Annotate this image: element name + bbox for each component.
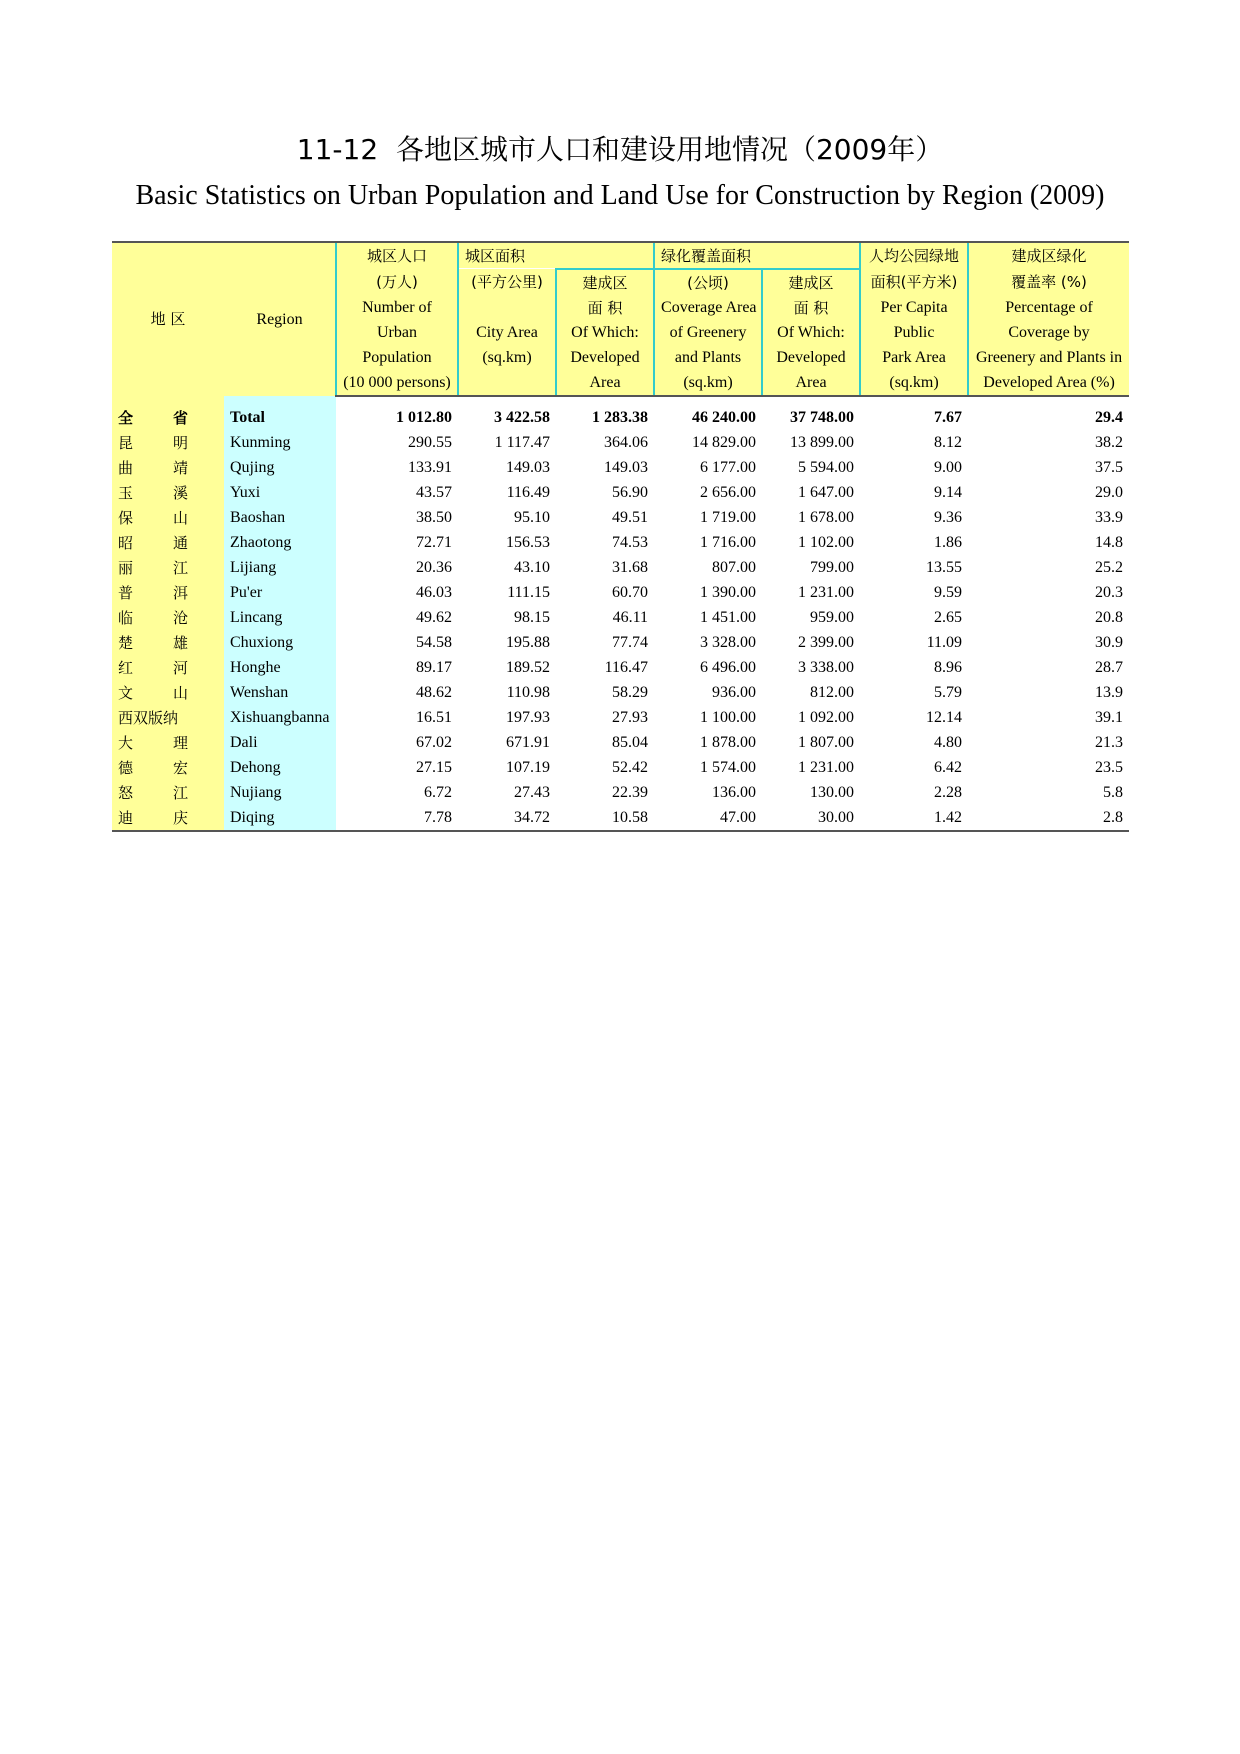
header-pct-en2: Coverage by xyxy=(968,320,1129,345)
cell-dev: 27.93 xyxy=(612,708,649,726)
cell-green: 1 719.00 xyxy=(700,508,757,526)
cell-pct: 5.8 xyxy=(1103,783,1124,801)
header-green-dev-en2: Developed xyxy=(762,345,860,370)
region-name-zh: 昭 通 xyxy=(112,530,224,555)
cell-area: 156.53 xyxy=(506,533,550,551)
statistics-table xyxy=(112,241,1129,832)
header-park: 人均公园绿地 xyxy=(860,242,968,269)
table-row xyxy=(112,805,1129,831)
cell-gdev: 1 807.00 xyxy=(798,733,855,751)
cell-park: 12.14 xyxy=(926,708,963,726)
cell-dev: 52.42 xyxy=(612,758,649,776)
cell-area: 110.98 xyxy=(506,683,550,701)
cell-pop: 46.03 xyxy=(416,583,452,601)
region-name-en: Yuxi xyxy=(224,480,336,505)
cell-pop: 67.02 xyxy=(416,733,452,751)
cell-dev: 74.53 xyxy=(612,533,649,551)
cell-dev: 46.11 xyxy=(612,608,649,626)
cell-dev: 22.39 xyxy=(612,783,649,801)
cell-park: 1.42 xyxy=(860,805,968,831)
cell-area: 95.10 xyxy=(514,508,550,526)
header-green-dev-en1: Of Which: xyxy=(762,320,860,345)
region-name-zh: 迪 庆 xyxy=(112,805,224,831)
region-name-en: Pu'er xyxy=(224,580,336,605)
cell-pct: 29.0 xyxy=(1095,483,1124,501)
cell-area: 27.43 xyxy=(514,783,550,801)
table-row xyxy=(112,405,1129,430)
table-row xyxy=(112,530,1129,555)
cell-pop: 38.50 xyxy=(416,508,452,526)
cell-pct: 38.2 xyxy=(1095,433,1124,451)
header-green-dev: 建成区 xyxy=(762,269,860,295)
header-city-dev-en3: Area xyxy=(556,370,654,396)
cell-pop: 20.36 xyxy=(416,558,452,576)
cell-pop: 6.72 xyxy=(424,783,452,801)
header-green-en2: of Greenery xyxy=(654,320,762,345)
cell-dev: 10.58 xyxy=(556,805,654,831)
cell-park: 9.36 xyxy=(934,508,963,526)
table-row xyxy=(112,555,1129,580)
header-city-area-en-unit: (sq.km) xyxy=(458,345,556,370)
region-name-zh: 楚 雄 xyxy=(112,630,224,655)
cell-dev: 60.70 xyxy=(612,583,649,601)
header-pop-en2: Urban xyxy=(336,320,458,345)
region-name-zh: 临 沧 xyxy=(112,605,224,630)
region-name-zh: 昆 明 xyxy=(112,430,224,455)
region-name-en: Kunming xyxy=(224,430,336,455)
cell-park: 9.59 xyxy=(934,583,963,601)
cell-pop: 49.62 xyxy=(416,608,452,626)
cell-area: 34.72 xyxy=(458,805,556,831)
cell-park: 8.12 xyxy=(934,433,963,451)
cell-dev: 49.51 xyxy=(612,508,649,526)
region-name-zh: 红 河 xyxy=(112,655,224,680)
cell-area: 116.49 xyxy=(506,483,550,501)
cell-park: 9.14 xyxy=(934,483,963,501)
region-name-en: Diqing xyxy=(224,805,336,831)
table-row xyxy=(112,580,1129,605)
region-name-en: Dali xyxy=(224,730,336,755)
region-name-en: Chuxiong xyxy=(224,630,336,655)
cell-park: 1.86 xyxy=(934,533,963,551)
page-title-chinese xyxy=(0,128,1240,168)
cell-area: 189.52 xyxy=(506,658,550,676)
cell-green: 1 716.00 xyxy=(700,533,757,551)
cell-dev: 56.90 xyxy=(612,483,649,501)
region-name-en: Zhaotong xyxy=(224,530,336,555)
cell-green: 807.00 xyxy=(712,558,757,576)
table-row xyxy=(112,455,1129,480)
cell-gdev: 799.00 xyxy=(810,558,855,576)
cell-pop: 7.78 xyxy=(336,805,458,831)
header-city-area: 城区面积 xyxy=(458,242,654,269)
cell-pct: 23.5 xyxy=(1095,758,1124,776)
region-name-zh: 西双版纳 xyxy=(112,705,224,730)
header-park-en3: Park Area xyxy=(860,345,968,370)
cell-gdev: 13 899.00 xyxy=(790,433,855,451)
header-pop-en1: Number of xyxy=(336,295,458,320)
header-pop-en4: (10 000 persons) xyxy=(336,370,458,396)
cell-pop: 290.55 xyxy=(408,433,452,451)
page-title-english: Basic Statistics on Urban Population and Land Use for Construction by Region (2009) xyxy=(135,180,1105,211)
header-city-area-en: City Area xyxy=(458,320,556,345)
cell-park: 2.65 xyxy=(934,608,963,626)
table-number: 11-12 xyxy=(296,133,379,166)
header-green-dev-2: 面 积 xyxy=(762,295,860,320)
cell-pct: 28.7 xyxy=(1095,658,1124,676)
header-park-en1: Per Capita xyxy=(860,295,968,320)
cell-green: 2 656.00 xyxy=(700,483,757,501)
header-park-en4: (sq.km) xyxy=(860,370,968,396)
header-region-zh: 地 区 xyxy=(112,242,224,396)
header-green: 绿化覆盖面积 xyxy=(654,242,860,269)
cell-green: 1 100.00 xyxy=(700,708,757,726)
table-row xyxy=(112,780,1129,805)
header-green-unit: (公顷) xyxy=(654,269,762,295)
table-row xyxy=(112,680,1129,705)
cell-dev: 364.06 xyxy=(604,433,649,451)
cell-dev: 149.03 xyxy=(604,458,649,476)
header-city-dev-en1: Of Which: xyxy=(556,320,654,345)
cell-green: 1 390.00 xyxy=(700,583,757,601)
table-row xyxy=(112,705,1129,730)
header-city-dev-2: 面 积 xyxy=(556,295,654,320)
region-name-zh: 保 山 xyxy=(112,505,224,530)
cell-pop: 16.51 xyxy=(416,708,452,726)
cell-dev: 77.74 xyxy=(612,633,649,651)
table-body xyxy=(112,396,1129,831)
region-name-en: Lincang xyxy=(224,605,336,630)
header-blank xyxy=(458,370,556,396)
header-city-dev: 建成区 xyxy=(556,269,654,295)
table-row xyxy=(112,505,1129,530)
cell-pct: 37.5 xyxy=(1095,458,1124,476)
cell-green: 1 878.00 xyxy=(700,733,757,751)
header-region-en: Region xyxy=(224,242,336,396)
cell-pop: 72.71 xyxy=(416,533,452,551)
cell-gdev: 30.00 xyxy=(762,805,860,831)
cell-park: 8.96 xyxy=(934,658,963,676)
cell-pct: 30.9 xyxy=(1095,633,1124,651)
cell-area: 3 422.58 xyxy=(494,408,550,426)
cell-park: 11.09 xyxy=(926,633,963,651)
header-city-dev-en2: Developed xyxy=(556,345,654,370)
table-row xyxy=(112,630,1129,655)
region-name-zh: 曲 靖 xyxy=(112,455,224,480)
region-name-en: Dehong xyxy=(224,755,336,780)
header-green-en3: and Plants xyxy=(654,345,762,370)
cell-gdev: 812.00 xyxy=(810,683,855,701)
cell-pct: 13.9 xyxy=(1095,683,1124,701)
cell-dev: 85.04 xyxy=(612,733,649,751)
cell-green: 3 328.00 xyxy=(700,633,757,651)
cell-pop: 43.57 xyxy=(416,483,452,501)
cell-pop: 27.15 xyxy=(416,758,452,776)
cell-pct: 25.2 xyxy=(1095,558,1124,576)
cell-dev: 58.29 xyxy=(612,683,649,701)
cell-area: 671.91 xyxy=(506,733,550,751)
cell-gdev: 1 092.00 xyxy=(798,708,855,726)
cell-dev: 31.68 xyxy=(612,558,649,576)
cell-park: 4.80 xyxy=(934,733,963,751)
table-row xyxy=(112,605,1129,630)
cell-park: 7.67 xyxy=(934,408,963,426)
header-park-en2: Public xyxy=(860,320,968,345)
cell-gdev: 2 399.00 xyxy=(798,633,855,651)
region-name-en: Honghe xyxy=(224,655,336,680)
header-city-area-unit: (平方公里) xyxy=(458,269,556,295)
region-name-zh: 文 山 xyxy=(112,680,224,705)
region-name-en: Qujing xyxy=(224,455,336,480)
cell-gdev: 1 102.00 xyxy=(798,533,855,551)
region-name-en: Wenshan xyxy=(224,680,336,705)
cell-gdev: 37 748.00 xyxy=(790,408,855,426)
region-name-zh: 普 洱 xyxy=(112,580,224,605)
cell-park: 13.55 xyxy=(926,558,963,576)
cell-gdev: 1 678.00 xyxy=(798,508,855,526)
cell-park: 6.42 xyxy=(934,758,963,776)
header-pop-en3: Population xyxy=(336,345,458,370)
cell-park: 2.28 xyxy=(934,783,963,801)
region-name-zh: 德 宏 xyxy=(112,755,224,780)
spacer-row xyxy=(112,396,1129,405)
region-name-zh: 丽 江 xyxy=(112,555,224,580)
region-name-en: Baoshan xyxy=(224,505,336,530)
cell-gdev: 1 647.00 xyxy=(798,483,855,501)
header-pct-unit: 覆盖率 (%) xyxy=(968,269,1129,295)
cell-dev: 1 283.38 xyxy=(592,408,649,426)
cell-green: 936.00 xyxy=(712,683,757,701)
cell-green: 47.00 xyxy=(654,805,762,831)
cell-area: 43.10 xyxy=(514,558,550,576)
title-chinese-text: 各地区城市人口和建设用地情况（2009年） xyxy=(395,133,944,166)
cell-pop: 48.62 xyxy=(416,683,452,701)
cell-green: 14 829.00 xyxy=(692,433,757,451)
header-pct-en3: Greenery and Plants in xyxy=(968,345,1129,370)
region-name-en: Nujiang xyxy=(224,780,336,805)
cell-green: 6 177.00 xyxy=(700,458,757,476)
cell-pct: 39.1 xyxy=(1095,708,1124,726)
cell-dev: 116.47 xyxy=(604,658,649,676)
cell-park: 5.79 xyxy=(934,683,963,701)
cell-pct: 2.8 xyxy=(968,805,1129,831)
table-header xyxy=(112,242,1129,396)
header-pct-en1: Percentage of xyxy=(968,295,1129,320)
region-name-en: Lijiang xyxy=(224,555,336,580)
header-park-unit: 面积(平方米) xyxy=(860,269,968,295)
header-pop: 城区人口 xyxy=(336,242,458,269)
cell-area: 111.15 xyxy=(507,583,550,601)
cell-pct: 20.3 xyxy=(1095,583,1124,601)
cell-gdev: 130.00 xyxy=(810,783,855,801)
cell-pct: 33.9 xyxy=(1095,508,1124,526)
cell-park: 9.00 xyxy=(934,458,963,476)
cell-pop: 89.17 xyxy=(416,658,452,676)
header-green-dev-en3: Area xyxy=(762,370,860,396)
cell-area: 107.19 xyxy=(506,758,550,776)
region-name-zh: 全 省 xyxy=(112,405,224,430)
header-blank xyxy=(458,295,556,320)
cell-gdev: 1 231.00 xyxy=(798,583,855,601)
cell-green: 136.00 xyxy=(712,783,757,801)
header-pct-en4: Developed Area (%) xyxy=(968,370,1129,396)
region-name-zh: 大 理 xyxy=(112,730,224,755)
cell-gdev: 959.00 xyxy=(810,608,855,626)
cell-gdev: 3 338.00 xyxy=(798,658,855,676)
cell-area: 1 117.47 xyxy=(494,433,550,451)
cell-area: 197.93 xyxy=(506,708,550,726)
header-green-en1: Coverage Area xyxy=(654,295,762,320)
table-row xyxy=(112,480,1129,505)
table-row xyxy=(112,730,1129,755)
cell-green: 46 240.00 xyxy=(692,408,757,426)
region-name-en: Xishuangbanna xyxy=(224,705,336,730)
cell-pct: 21.3 xyxy=(1095,733,1124,751)
cell-gdev: 5 594.00 xyxy=(798,458,855,476)
region-name-zh: 玉 溪 xyxy=(112,480,224,505)
table-row xyxy=(112,430,1129,455)
cell-pop: 54.58 xyxy=(416,633,452,651)
cell-gdev: 1 231.00 xyxy=(798,758,855,776)
cell-pop: 133.91 xyxy=(408,458,452,476)
cell-green: 1 451.00 xyxy=(700,608,757,626)
cell-pct: 29.4 xyxy=(1095,408,1124,426)
cell-pct: 20.8 xyxy=(1095,608,1124,626)
cell-pop: 1 012.80 xyxy=(396,408,452,426)
cell-area: 149.03 xyxy=(506,458,550,476)
table-row xyxy=(112,755,1129,780)
header-pop-unit: (万人) xyxy=(336,269,458,295)
header-pct: 建成区绿化 xyxy=(968,242,1129,269)
cell-green: 1 574.00 xyxy=(700,758,757,776)
region-name-en: Total xyxy=(224,405,336,430)
header-green-en4: (sq.km) xyxy=(654,370,762,396)
table-row xyxy=(112,655,1129,680)
cell-pct: 14.8 xyxy=(1095,533,1124,551)
cell-area: 98.15 xyxy=(514,608,550,626)
cell-green: 6 496.00 xyxy=(700,658,757,676)
cell-area: 195.88 xyxy=(506,633,550,651)
region-name-zh: 怒 江 xyxy=(112,780,224,805)
